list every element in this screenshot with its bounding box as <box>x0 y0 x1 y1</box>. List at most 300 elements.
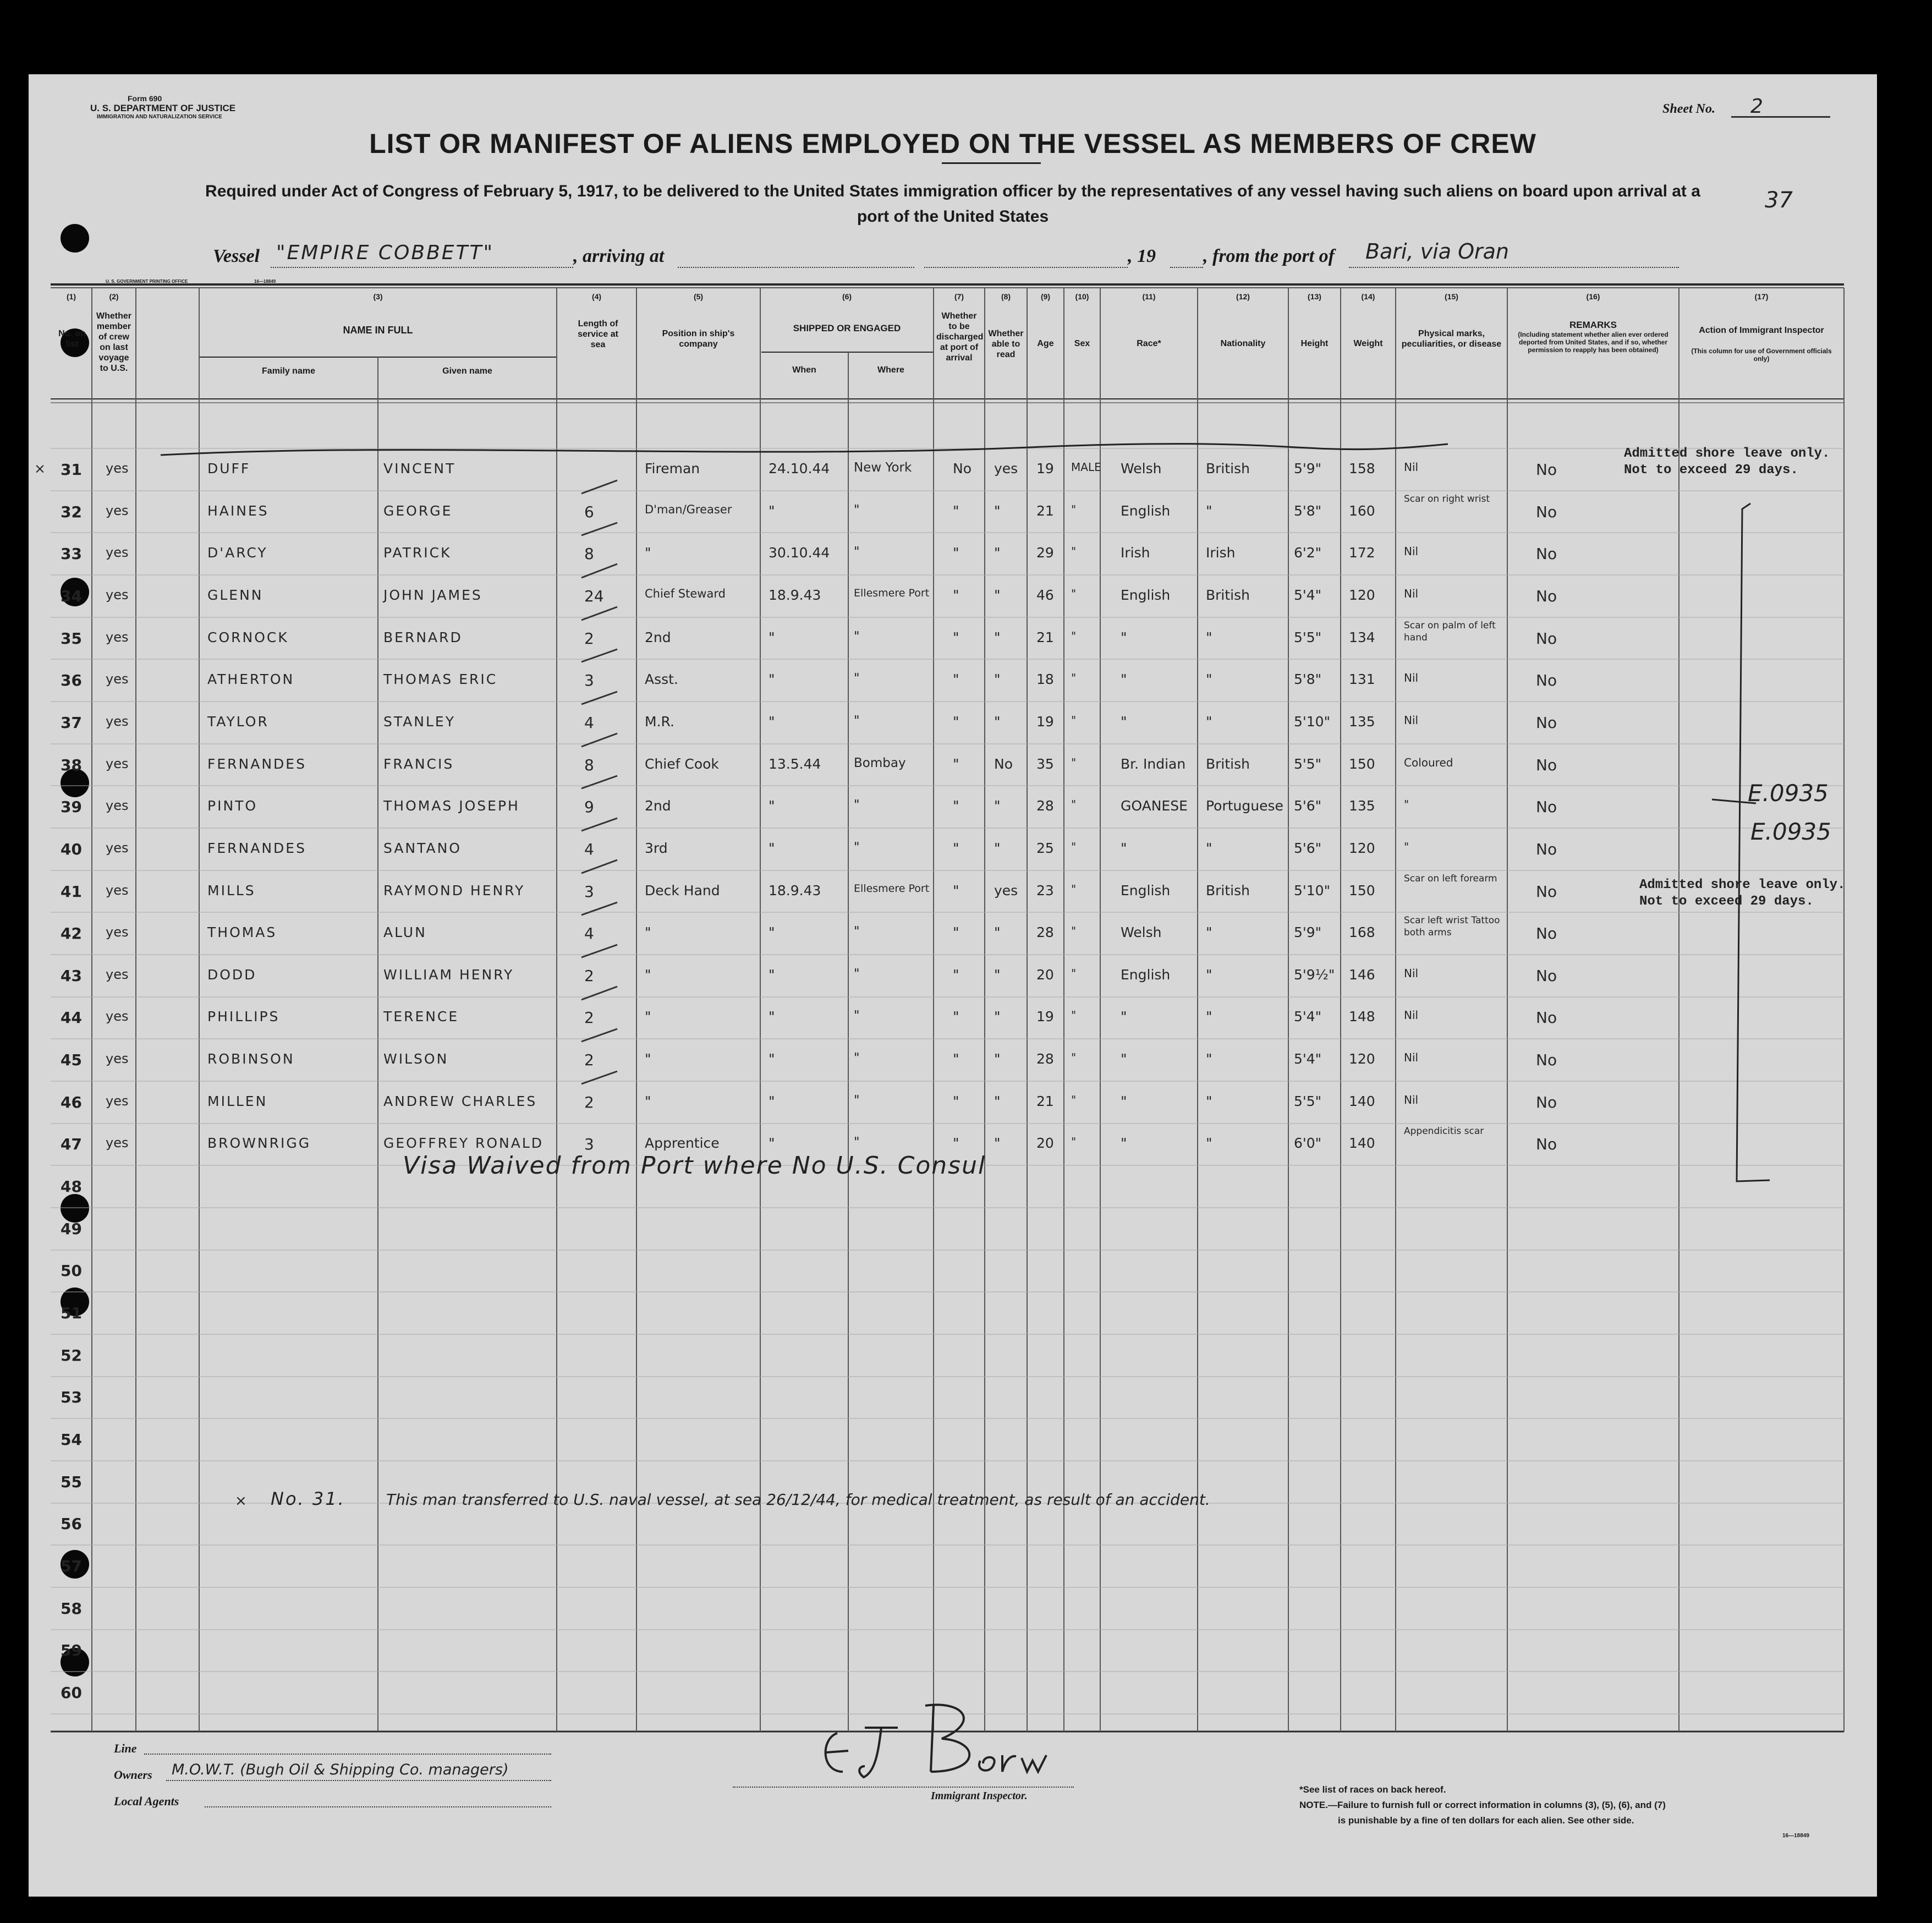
row-number: 60 <box>61 1683 82 1702</box>
cell-given: ANDREW CHARLES <box>383 1093 537 1109</box>
cell-where: Bombay <box>854 755 906 770</box>
row-number: 58 <box>61 1599 82 1618</box>
cell-where: " <box>854 1135 860 1150</box>
cell-weight: 150 <box>1349 882 1375 899</box>
cell-nationality: " <box>1206 713 1212 730</box>
cell-age: 18 <box>1036 671 1054 688</box>
print-office: U. S. GOVERNMENT PRINTING OFFICE <box>106 279 188 284</box>
cell-height: 5'5" <box>1294 629 1322 645</box>
col-num-14: (14) <box>1361 292 1375 301</box>
cell-sex: " <box>1071 1051 1077 1065</box>
cell-where: " <box>854 840 860 854</box>
cell-age: 25 <box>1036 840 1054 856</box>
form-number: Form 690 <box>128 94 162 103</box>
cell-weight: 135 <box>1349 798 1375 814</box>
row-number: 49 <box>61 1219 82 1238</box>
cell-given: RAYMOND HENRY <box>383 882 525 899</box>
cell-nationality: British <box>1206 587 1250 603</box>
cell-given: VINCENT <box>383 461 456 476</box>
cell-read: " <box>994 840 1001 856</box>
cell-sex: " <box>1071 1009 1077 1022</box>
row-number: 36 <box>61 671 82 690</box>
cell-given: ALUN <box>383 924 427 941</box>
cell-sex: " <box>1071 545 1077 558</box>
races-note: *See list of races on back hereof. <box>1299 1784 1446 1795</box>
col-num-6: (6) <box>842 292 852 301</box>
cell-prev: yes <box>106 1093 129 1109</box>
cell-where: " <box>854 798 860 813</box>
cell-family: BROWNRIGG <box>207 1135 311 1152</box>
cell-where: Ellesmere Port <box>854 882 930 895</box>
inspector-signature <box>799 1689 1085 1799</box>
cell-when: " <box>769 1051 775 1067</box>
cell-where: " <box>854 502 860 517</box>
cell-read: " <box>994 671 1001 688</box>
row-number: 40 <box>61 840 82 858</box>
cell-age: 28 <box>1036 1051 1054 1067</box>
page-mark: 37 <box>1765 188 1793 213</box>
arriving-label: , arriving at <box>573 246 665 266</box>
cell-marks: Scar on left forearm <box>1404 873 1497 884</box>
cell-height: 5'6" <box>1294 798 1322 814</box>
cell-marks: Scar on palm of left hand <box>1404 620 1496 643</box>
cell-position: " <box>645 924 651 941</box>
row-number: 33 <box>61 545 82 563</box>
cell-given: WILSON <box>383 1051 449 1067</box>
cell-remarks: No <box>1536 798 1557 817</box>
cell-weight: 131 <box>1349 671 1375 688</box>
cell-sex: MALE <box>1071 461 1101 474</box>
row-number: 48 <box>61 1177 82 1196</box>
cell-remarks: No <box>1536 840 1557 858</box>
cell-service: 4 <box>584 924 594 943</box>
cell-where: " <box>854 1009 860 1023</box>
cell-sex: " <box>1071 882 1077 896</box>
cell-sex: " <box>1071 1093 1077 1106</box>
cell-family: ATHERTON <box>207 671 295 688</box>
row-number: 54 <box>61 1430 82 1449</box>
cell-remarks: No <box>1536 1051 1557 1070</box>
col-header-given-name: Given name <box>442 366 492 376</box>
cell-when: " <box>769 1009 775 1025</box>
row-number: 56 <box>61 1515 82 1533</box>
cell-marks: " <box>1404 798 1409 812</box>
cell-read: yes <box>994 461 1018 476</box>
cell-prev: yes <box>106 629 129 645</box>
cell-prev: yes <box>106 1135 129 1151</box>
cell-marks: Nil <box>1404 545 1419 558</box>
cell-position: 2nd <box>645 629 671 645</box>
cell-position: D'man/Greaser <box>645 502 732 516</box>
cell-age: 21 <box>1036 629 1054 645</box>
col-header-when: When <box>792 365 816 375</box>
cell-when: " <box>769 840 775 856</box>
cell-position: " <box>645 966 651 983</box>
cell-race: " <box>1121 713 1127 730</box>
row-number: 31 <box>61 461 82 479</box>
cell-nationality: " <box>1206 1093 1212 1109</box>
cell-age: 19 <box>1036 713 1054 730</box>
cell-where: " <box>854 966 860 981</box>
cell-nationality: " <box>1206 1135 1212 1152</box>
cell-remarks: No <box>1536 671 1557 690</box>
cell-sex: " <box>1071 713 1077 727</box>
col-header-service: Length of service at sea <box>578 319 618 349</box>
cell-height: 6'0" <box>1294 1135 1322 1152</box>
department: U. S. DEPARTMENT OF JUSTICE <box>90 103 236 113</box>
cell-when: " <box>769 629 775 645</box>
cell-nationality: Portuguese <box>1206 798 1283 814</box>
col-num-17: (17) <box>1754 292 1769 301</box>
cell-given: BERNARD <box>383 629 463 645</box>
cell-remarks: No <box>1536 629 1557 648</box>
owners-value: M.O.W.T. (Bugh Oil & Shipping Co. managers) <box>172 1761 509 1778</box>
cell-discharged: " <box>953 755 959 772</box>
cell-where: " <box>854 545 860 560</box>
cell-marks: Scar on right wrist <box>1404 493 1490 505</box>
col-num-11: (11) <box>1142 292 1156 301</box>
cell-service: 6 <box>584 502 594 521</box>
cell-service: 3 <box>584 882 594 901</box>
cell-family: MILLS <box>207 882 256 899</box>
cell-read: No <box>994 755 1013 772</box>
row-number: 59 <box>61 1641 82 1660</box>
cell-where: " <box>854 1093 860 1108</box>
cell-discharged: " <box>953 545 959 561</box>
cell-marks: " <box>1404 840 1409 853</box>
cell-read: " <box>994 798 1001 814</box>
row-number: 50 <box>61 1262 82 1280</box>
row-number: 52 <box>61 1346 82 1365</box>
vessel-name: "EMPIRE COBBETT" <box>276 242 495 264</box>
cell-sex: " <box>1071 629 1077 643</box>
cell-marks: Nil <box>1404 461 1419 474</box>
cell-age: 29 <box>1036 545 1054 561</box>
cell-service: 4 <box>584 713 594 732</box>
cell-where: " <box>854 713 860 728</box>
cell-position: 3rd <box>645 840 668 856</box>
cell-read: " <box>994 1009 1001 1025</box>
cell-height: 5'9" <box>1294 461 1322 476</box>
cell-discharged: " <box>953 798 959 814</box>
cell-read: " <box>994 587 1001 603</box>
cell-nationality: " <box>1206 1009 1212 1025</box>
row-number: 34 <box>61 587 82 605</box>
cell-nationality: " <box>1206 840 1212 856</box>
cell-race: English <box>1121 502 1171 519</box>
cell-age: 35 <box>1036 755 1054 772</box>
cell-when: 30.10.44 <box>769 545 830 561</box>
cell-age: 20 <box>1036 966 1054 983</box>
cell-family: ROBINSON <box>207 1051 295 1067</box>
cell-prev: yes <box>106 798 129 814</box>
cell-discharged: " <box>953 1051 959 1067</box>
inspector-label: Immigrant Inspector. <box>931 1790 1028 1802</box>
cell-remarks: No <box>1536 1093 1557 1111</box>
vessel-label: Vessel <box>213 246 260 266</box>
cell-race: English <box>1121 587 1171 603</box>
cell-read: " <box>994 966 1001 983</box>
col-header-name: NAME IN FULL <box>343 325 413 336</box>
col-num-2: (2) <box>109 292 119 301</box>
cell-service: 24 <box>584 587 604 605</box>
cell-family: MILLEN <box>207 1093 268 1109</box>
cell-marks: Nil <box>1404 671 1419 685</box>
cell-sex: " <box>1071 966 1077 980</box>
sheet-label: Sheet No. <box>1662 102 1715 116</box>
col-header-discharged: Whether to be discharged at port of arrival <box>936 311 984 363</box>
cell-service: 2 <box>584 1051 594 1070</box>
cell-height: 5'10" <box>1294 713 1331 730</box>
row-number: 39 <box>61 798 82 817</box>
cell-age: 23 <box>1036 882 1054 899</box>
cell-discharged: No <box>953 461 972 476</box>
cell-weight: 120 <box>1349 1051 1375 1067</box>
print-code: 16—18849 <box>254 279 276 284</box>
cell-weight: 140 <box>1349 1093 1375 1109</box>
col-header-where: Where <box>877 365 904 375</box>
cell-remarks: No <box>1536 502 1557 521</box>
cell-given: THOMAS JOSEPH <box>383 798 520 814</box>
cell-position: " <box>645 1009 651 1025</box>
row-number: 45 <box>61 1051 82 1070</box>
cell-read: " <box>994 629 1001 645</box>
inspector-code: E.0935 <box>1750 818 1831 845</box>
cell-position: Chief Cook <box>645 755 719 772</box>
col-num-1: (1) <box>66 292 76 301</box>
cell-race: GOANESE <box>1121 798 1188 814</box>
cell-sex: " <box>1071 755 1077 769</box>
cell-nationality: British <box>1206 461 1250 476</box>
cell-age: 46 <box>1036 587 1054 603</box>
cell-family: DUFF <box>207 461 251 476</box>
cell-race: Br. Indian <box>1121 755 1186 772</box>
row-number: 42 <box>61 924 82 943</box>
row-number: 37 <box>61 713 82 732</box>
cell-height: 6'2" <box>1294 545 1322 561</box>
cell-family: HAINES <box>207 502 269 519</box>
cell-height: 5'5" <box>1294 1093 1322 1109</box>
row-number: 35 <box>61 629 82 648</box>
cell-service: 2 <box>584 1009 594 1027</box>
cell-remarks: No <box>1536 882 1557 901</box>
cell-service: 4 <box>584 840 594 858</box>
col-header-nationality: Nationality <box>1220 339 1266 348</box>
cell-family: PHILLIPS <box>207 1009 280 1025</box>
cell-where: " <box>854 629 860 644</box>
col-num-13: (13) <box>1308 292 1321 301</box>
cell-nationality: " <box>1206 924 1212 941</box>
cell-weight: 172 <box>1349 545 1375 561</box>
cell-given: WILLIAM HENRY <box>383 966 514 983</box>
cell-race: " <box>1121 1051 1127 1067</box>
col-num-3: (3) <box>373 292 383 301</box>
row-number: 38 <box>61 755 82 774</box>
cell-age: 21 <box>1036 1093 1054 1109</box>
cell-discharged: " <box>953 882 959 899</box>
service-name: IMMIGRATION AND NATURALIZATION SERVICE <box>97 114 222 120</box>
cell-age: 20 <box>1036 1135 1054 1152</box>
cell-read: " <box>994 713 1001 730</box>
cell-weight: 140 <box>1349 1135 1375 1152</box>
cell-height: 5'10" <box>1294 882 1331 899</box>
inspector-code: E.0935 <box>1748 780 1829 807</box>
cell-given: GEOFFREY RONALD <box>383 1135 544 1152</box>
cell-remarks: No <box>1536 1135 1557 1154</box>
cell-given: FRANCIS <box>383 755 454 772</box>
row-number: 46 <box>61 1093 82 1111</box>
cell-discharged: " <box>953 587 959 603</box>
cell-race: Welsh <box>1121 461 1162 476</box>
row-number: 55 <box>61 1472 82 1491</box>
cell-discharged: " <box>953 671 959 688</box>
cell-where: " <box>854 671 860 686</box>
col-header-weight: Weight <box>1353 339 1383 348</box>
cell-given: JOHN JAMES <box>383 587 482 603</box>
cell-nationality: British <box>1206 755 1250 772</box>
cell-read: " <box>994 924 1001 941</box>
cell-weight: 148 <box>1349 1009 1375 1025</box>
col-header-remarks-note: (Including statement whether alien ever ordered deported from United States, and if so, whether permission to reapply has been obtained) <box>1518 331 1668 354</box>
cell-family: CORNOCK <box>207 629 289 645</box>
cell-race: Irish <box>1121 545 1150 561</box>
cell-remarks: No <box>1536 587 1557 605</box>
col-header-action: Action of Immigrant Inspector <box>1699 326 1824 335</box>
cell-race: " <box>1121 1009 1127 1025</box>
row-number: 44 <box>61 1009 82 1027</box>
shore-leave-note: Admitted shore leave only. <box>1639 878 1846 892</box>
col-header-member: Whether member of crew on last voyage to U.S. <box>96 311 131 373</box>
row-number: 41 <box>61 882 82 901</box>
footnote-mark: × <box>235 1493 247 1509</box>
cell-marks: Nil <box>1404 1009 1419 1022</box>
cell-when: 18.9.43 <box>769 882 821 899</box>
cell-position: " <box>645 545 651 561</box>
cell-when: " <box>769 502 775 519</box>
cell-age: 19 <box>1036 461 1054 476</box>
col-header-physical-marks: Physical marks, peculiarities, or disease <box>1401 329 1502 349</box>
cell-height: 5'4" <box>1294 1051 1322 1067</box>
cell-discharged: " <box>953 1009 959 1025</box>
penalty-note: NOTE.—Failure to furnish full or correct information in columns (3), (5), (6), and (7) <box>1299 1800 1666 1810</box>
cell-nationality: " <box>1206 966 1212 983</box>
col-header-shipped: SHIPPED OR ENGAGED <box>793 323 901 333</box>
cell-marks: Nil <box>1404 587 1419 600</box>
cell-prev: yes <box>106 713 129 729</box>
col-header-no: No. on list <box>58 329 86 349</box>
cell-race: " <box>1121 1093 1127 1109</box>
cell-service: 2 <box>584 966 594 985</box>
cell-family: PINTO <box>207 798 258 814</box>
shore-leave-note: Not to exceed 29 days. <box>1639 894 1814 909</box>
shore-leave-note: Admitted shore leave only. <box>1624 446 1830 461</box>
cell-marks: Scar left wrist Tattoo both arms <box>1404 915 1500 939</box>
cell-nationality: " <box>1206 502 1212 519</box>
col-num-15: (15) <box>1445 292 1458 301</box>
cell-position: M.R. <box>645 713 674 730</box>
row-number: 51 <box>61 1304 82 1322</box>
line-label: Line <box>114 1741 137 1755</box>
cell-read: yes <box>994 882 1018 899</box>
cell-remarks: No <box>1536 755 1557 774</box>
cell-position: Deck Hand <box>645 882 720 899</box>
cell-nationality: British <box>1206 882 1250 899</box>
cell-height: 5'9" <box>1294 924 1322 941</box>
cell-marks: Nil <box>1404 1093 1419 1106</box>
cell-read: " <box>994 545 1001 561</box>
cell-discharged: " <box>953 840 959 856</box>
cell-nationality: " <box>1206 671 1212 688</box>
cell-where: " <box>854 1051 860 1066</box>
cell-remarks: No <box>1536 924 1557 943</box>
cell-remarks: No <box>1536 1009 1557 1027</box>
from-port: Bari, via Oran <box>1365 239 1510 264</box>
row-number: 47 <box>61 1135 82 1154</box>
col-num-16: (16) <box>1586 292 1600 301</box>
shore-leave-note: Not to exceed 29 days. <box>1624 463 1798 478</box>
cell-prev: yes <box>106 840 129 856</box>
cell-read: " <box>994 502 1001 519</box>
cell-discharged: " <box>953 1093 959 1109</box>
cell-read: " <box>994 1093 1001 1109</box>
cell-sex: " <box>1071 587 1077 600</box>
cell-position: Fireman <box>645 461 700 476</box>
cell-when: " <box>769 1135 775 1152</box>
cell-sex: " <box>1071 1135 1077 1149</box>
cell-position: " <box>645 1051 651 1067</box>
cell-position: " <box>645 1093 651 1109</box>
row-number: 57 <box>61 1557 82 1575</box>
cell-marks: Nil <box>1404 1051 1419 1065</box>
cell-family: THOMAS <box>207 924 277 941</box>
cell-family: D'ARCY <box>207 545 268 561</box>
cell-family: TAYLOR <box>207 713 269 730</box>
col-header-remarks: REMARKS <box>1569 320 1617 330</box>
col-num-4: (4) <box>591 292 602 301</box>
year-label: , 19 <box>1128 246 1156 266</box>
cell-prev: yes <box>106 502 129 518</box>
cell-family: FERNANDES <box>207 840 306 856</box>
from-port-label: , from the port of <box>1203 246 1335 266</box>
col-header-sex: Sex <box>1074 339 1090 348</box>
cell-race: English <box>1121 882 1171 899</box>
cell-height: 5'9½" <box>1294 966 1335 983</box>
cell-race: Welsh <box>1121 924 1162 941</box>
col-header-action-note: (This column for use of Government officials only) <box>1691 347 1832 363</box>
cell-race: " <box>1121 629 1127 645</box>
manifest-sheet <box>29 74 1877 1897</box>
cell-given: GEORGE <box>383 502 453 519</box>
cell-given: TERENCE <box>383 1009 459 1025</box>
cell-prev: yes <box>106 1051 129 1067</box>
cell-age: 28 <box>1036 924 1054 941</box>
cell-marks: Coloured <box>1404 755 1453 769</box>
cell-service: 8 <box>584 755 594 774</box>
col-header-position: Position in ship's company <box>662 329 735 349</box>
cell-age: 21 <box>1036 502 1054 519</box>
cell-prev: yes <box>106 882 129 898</box>
cell-when: 24.10.44 <box>769 461 830 476</box>
cell-prev: yes <box>106 924 129 940</box>
row-number: 32 <box>61 502 82 521</box>
cell-weight: 120 <box>1349 840 1375 856</box>
cell-race: " <box>1121 671 1127 688</box>
cell-weight: 168 <box>1349 924 1375 941</box>
cell-when: " <box>769 798 775 814</box>
cell-prev: yes <box>106 671 129 687</box>
cell-weight: 146 <box>1349 966 1375 983</box>
col-num-12: (12) <box>1236 292 1250 301</box>
